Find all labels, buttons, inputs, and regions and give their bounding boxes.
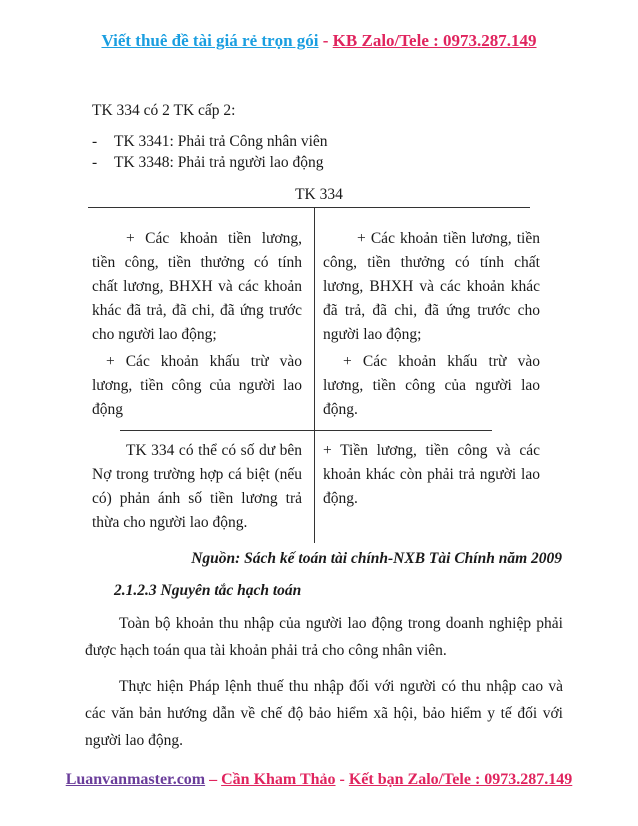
debit-balance [92,439,302,535]
bullet-mark: - [92,154,98,171]
source-citation: Nguồn: Sách kế toán tài chính-NXB Tài Chính năm 2009 [191,550,562,567]
credit-entry-deductions: + Các khoản khấu trừ vào lương, tiền công của người lao động. [323,353,540,418]
intro-line: TK 334 có 2 TK cấp 2: [92,102,236,119]
footer-dash: – [205,771,222,788]
section-heading: 2.1.2.3 Nguyên tắc hạch toán [114,582,302,599]
credit-balance-text: + Tiền lương, tiền công và các khoản khác còn phải trả người lao động. [323,442,540,507]
header-separator: - [318,31,333,50]
credit-entry-wages: + Các khoản tiền lương, tiền công, tiền thưởng có tính chất lương, BHXH và các khoản khác đã trả, đã chi, đã ứng trước cho người lao động; [323,230,540,343]
t-account-balance-rule [120,430,492,431]
credit-entries [323,227,540,422]
debit-balance-text: TK 334 có thể có số dư bên Nợ trong trường hợp cá biệt (nếu có) phản ánh số tiền lương trả thừa cho người lao động. [92,442,302,531]
footer-site-link[interactable]: Luanvanmaster.com [65,771,206,788]
bullet-mark: - [92,133,98,150]
header-service-link[interactable]: Viết thuê đề tài giá rẻ trọn gói [101,31,319,50]
bullet-item-3341: TK 3341: Phải trả Công nhân viên [114,133,328,150]
t-account-divider [314,207,315,543]
header-banner [0,31,638,51]
paragraph: Toàn bộ khoản thu nhập của người lao động trong doanh nghiệp phải được hạch toán qua tài khoản phải trả cho công nhân viên. [85,615,563,659]
t-account-top-rule [88,207,530,208]
footer-contact-link[interactable]: Kết bạn Zalo/Tele : 0973.287.149 [348,771,573,788]
footer-separator: - [335,771,349,788]
header-contact-link[interactable]: KB Zalo/Tele : 0973.287.149 [332,31,537,50]
section-body [85,610,563,754]
debit-entries [92,227,302,422]
t-account-title: TK 334 [295,186,343,203]
paragraph: Thực hiện Pháp lệnh thuế thu nhập đối với người có thu nhập cao và các văn bản hướng dẫn về chế độ bảo hiểm xã hội, bảo hiểm y tế đối với người lao động. [85,678,563,749]
footer-banner [0,771,638,789]
bullet-item-3348: TK 3348: Phải trả người lao động [114,154,324,171]
debit-entry-wages: + Các khoản tiền lương, tiền công, tiền thưởng có tính chất lương, BHXH và các khoản khác đã trả, đã chi, đã ứng trước cho người lao động; [92,230,302,343]
footer-name-link[interactable]: Cần Kham Thảo [221,771,336,788]
debit-entry-deductions: + Các khoản khấu trừ vào lương, tiền công của người lao động [92,353,302,418]
credit-balance [323,439,540,511]
